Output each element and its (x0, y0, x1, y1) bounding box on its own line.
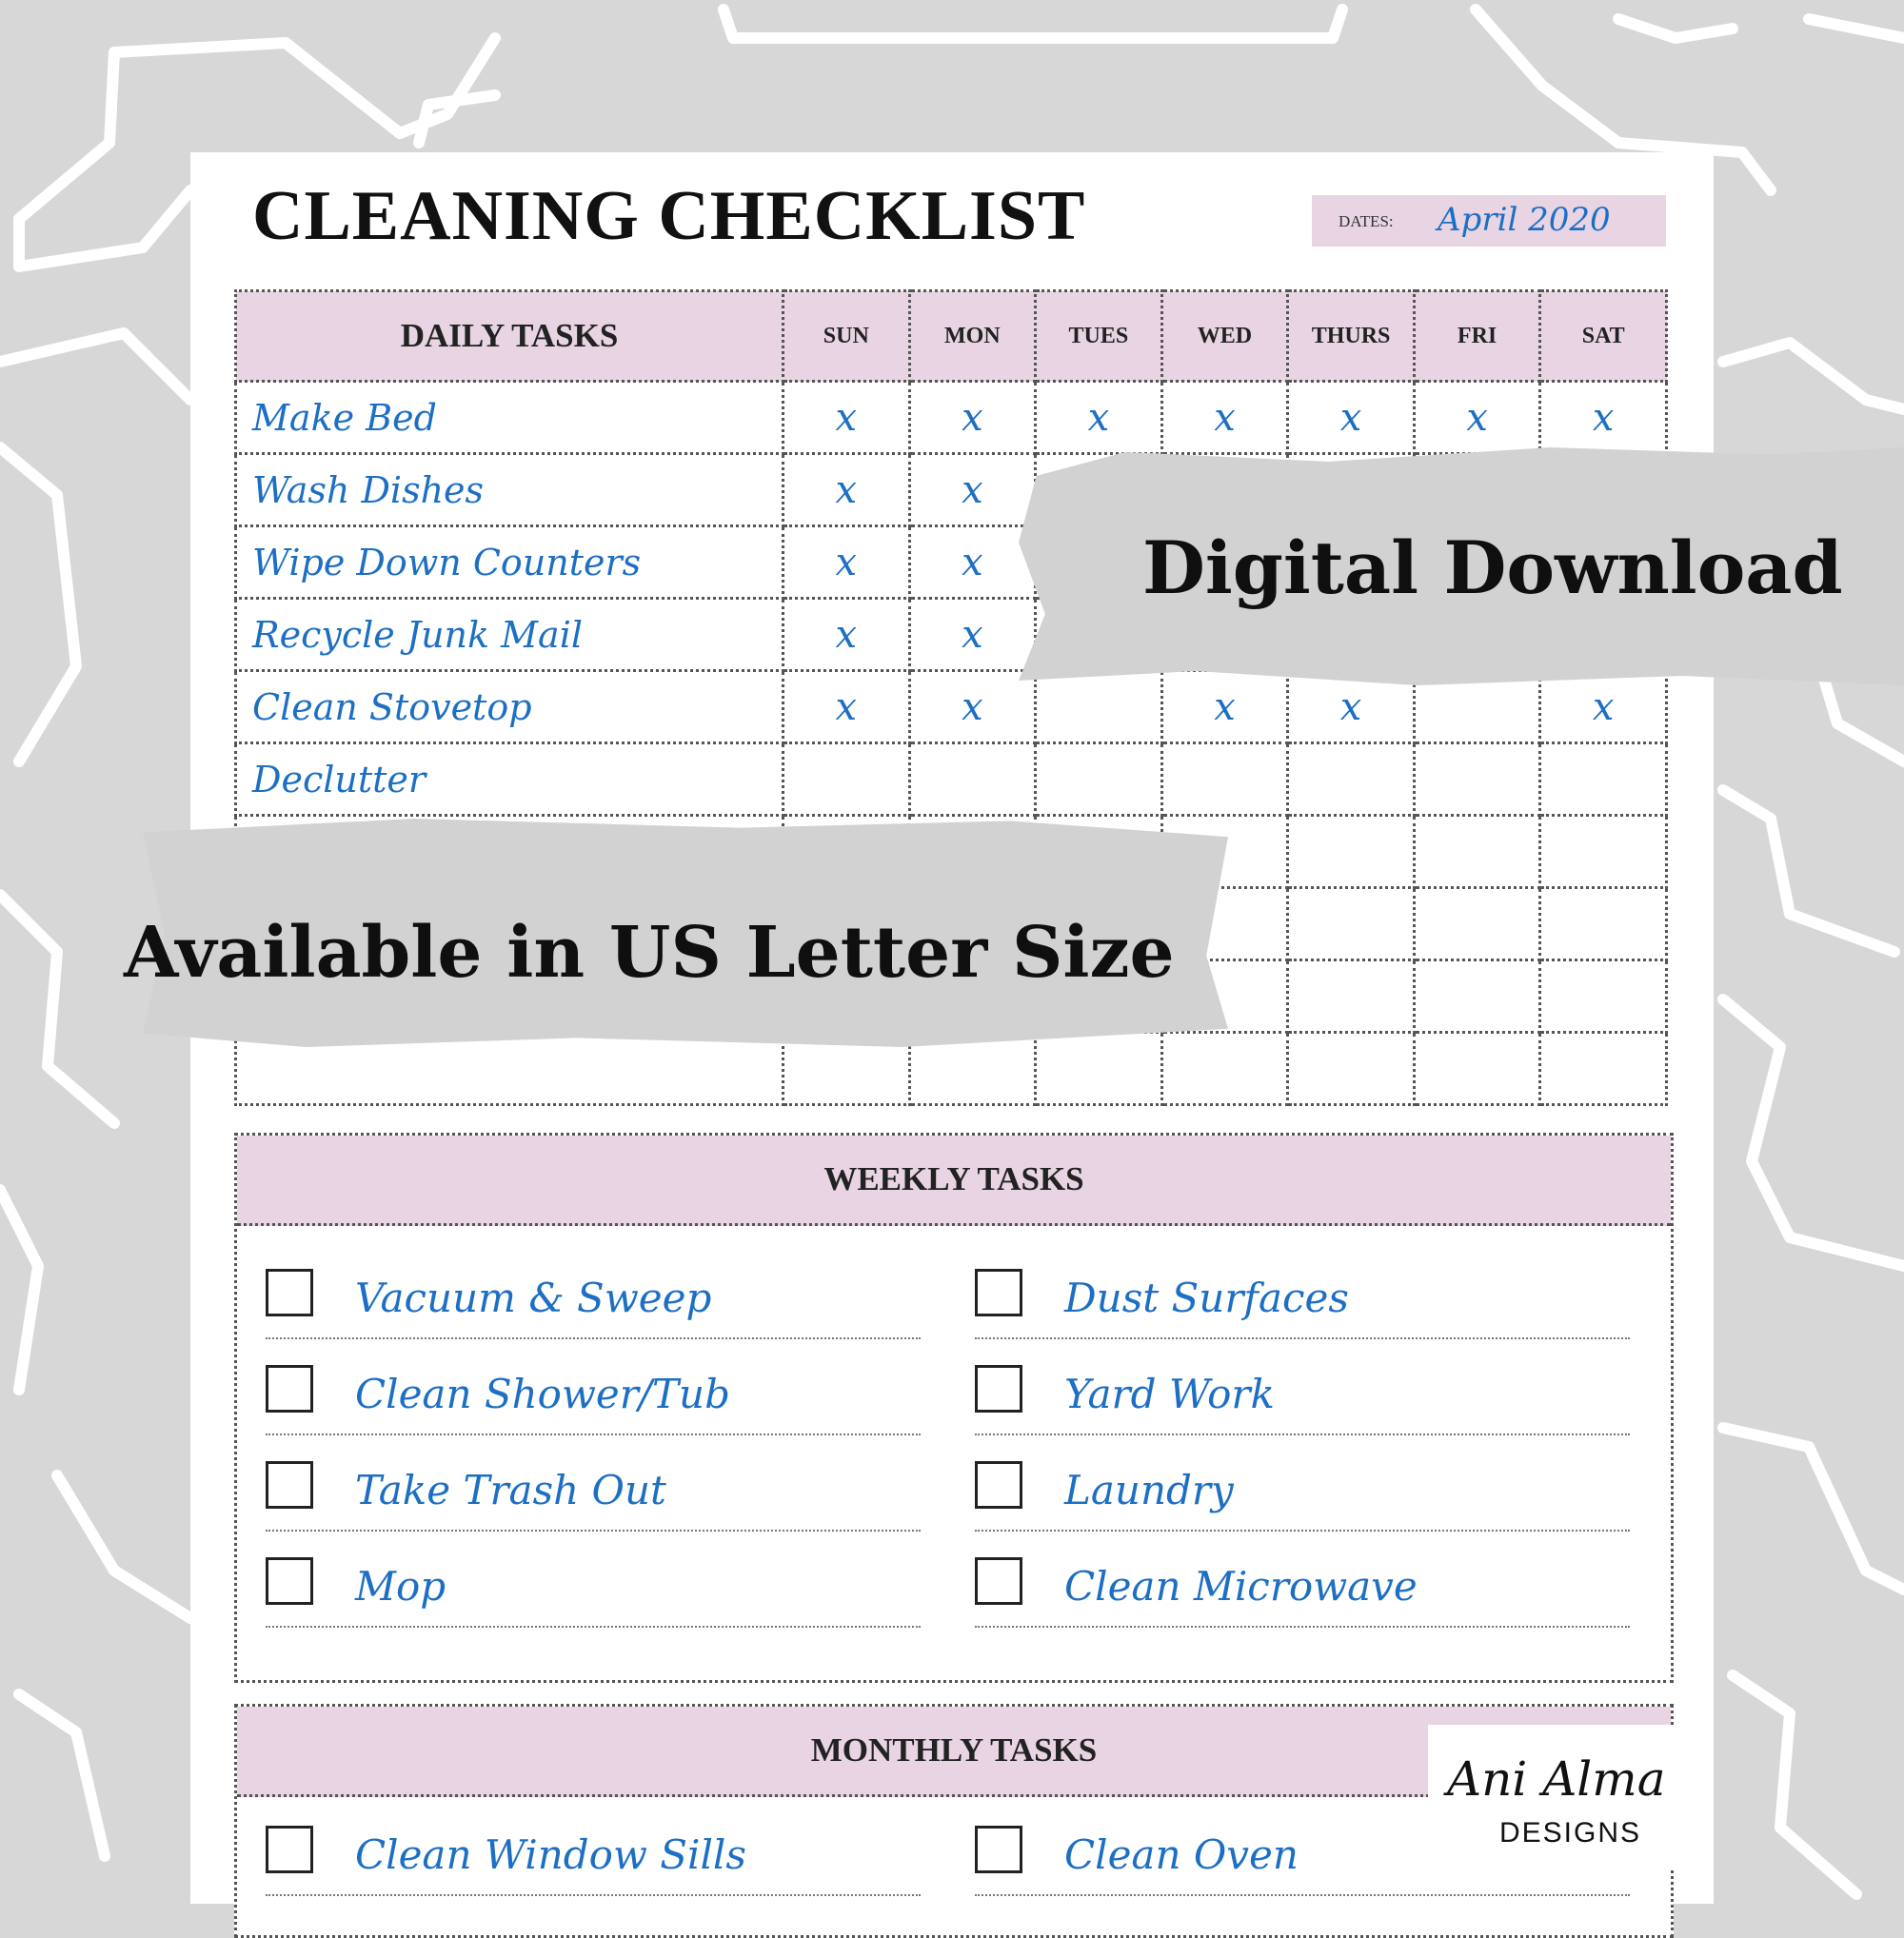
monthly-task-label: Clean Oven (1064, 1831, 1299, 1878)
weekly-task-checkbox[interactable] (975, 1461, 1022, 1509)
day-check-cell[interactable] (1540, 1033, 1667, 1105)
day-check-mark[interactable]: x (783, 526, 910, 599)
daily-task-label: Clean Stovetop (236, 671, 783, 743)
day-check-cell[interactable] (1414, 743, 1540, 816)
day-check-cell[interactable] (783, 743, 910, 816)
weekly-task-checkbox[interactable] (266, 1365, 313, 1413)
weekly-task-item (975, 1557, 1630, 1628)
weekly-task-item (266, 1365, 921, 1435)
brand-subtitle: DESIGNS (1499, 1817, 1642, 1849)
day-header-tues: TUES (1036, 291, 1162, 382)
day-check-mark[interactable]: x (783, 599, 910, 671)
day-header-wed: WED (1161, 291, 1288, 382)
weekly-task-label: Clean Shower/Tub (355, 1371, 730, 1417)
daily-header-row (236, 291, 1667, 382)
weekly-task-label: Take Trash Out (355, 1467, 666, 1513)
weekly-task-item (975, 1365, 1630, 1435)
daily-task-label: Wipe Down Counters (236, 526, 783, 599)
day-check-cell[interactable] (1036, 1033, 1162, 1105)
brand-logo (1428, 1725, 1680, 1868)
day-check-cell[interactable] (1036, 743, 1162, 816)
weekly-task-checkbox[interactable] (975, 1365, 1022, 1413)
day-check-cell[interactable] (1288, 1033, 1415, 1105)
day-check-mark[interactable]: x (783, 671, 910, 743)
day-check-cell[interactable] (1540, 888, 1667, 960)
day-check-cell[interactable] (1540, 816, 1667, 888)
monthly-task-checkbox[interactable] (975, 1826, 1022, 1873)
day-header-fri: FRI (1414, 291, 1540, 382)
weekly-task-item (975, 1269, 1630, 1339)
checklist-title: CLEANING CHECKLIST (252, 177, 1086, 255)
daily-task-label: Make Bed (236, 382, 783, 454)
day-check-mark[interactable]: x (1288, 671, 1415, 743)
day-check-cell[interactable] (1288, 960, 1415, 1033)
day-header-sun: SUN (783, 291, 910, 382)
day-check-cell[interactable] (1161, 743, 1288, 816)
day-header-mon: MON (909, 291, 1036, 382)
day-check-mark[interactable]: x (783, 454, 910, 526)
day-check-mark[interactable]: x (909, 671, 1036, 743)
weekly-task-checkbox[interactable] (266, 1269, 313, 1316)
day-header-sat: SAT (1540, 291, 1667, 382)
brand-name: Ani Alma (1447, 1751, 1666, 1807)
day-check-cell[interactable] (1414, 960, 1540, 1033)
day-check-cell[interactable] (1288, 888, 1415, 960)
day-check-mark[interactable]: x (1288, 382, 1415, 454)
weekly-task-label: Yard Work (1064, 1371, 1275, 1417)
weekly-task-item (975, 1461, 1630, 1532)
day-check-cell[interactable] (1288, 816, 1415, 888)
day-check-mark[interactable]: x (909, 454, 1036, 526)
weekly-tasks-header: WEEKLY TASKS (237, 1136, 1671, 1226)
day-check-mark[interactable]: x (1414, 382, 1540, 454)
weekly-task-checkbox[interactable] (975, 1557, 1022, 1605)
day-check-mark[interactable]: x (1540, 382, 1667, 454)
day-check-mark[interactable]: x (909, 526, 1036, 599)
weekly-task-item (266, 1557, 921, 1628)
day-check-mark[interactable]: x (1161, 382, 1288, 454)
dates-label: DATES: (1339, 212, 1394, 230)
day-header-thurs: THURS (1288, 291, 1415, 382)
weekly-task-item (266, 1461, 921, 1532)
day-check-cell[interactable] (1161, 1033, 1288, 1105)
dates-value: April 2020 (1438, 201, 1611, 239)
day-check-mark[interactable]: x (783, 382, 910, 454)
daily-task-row (236, 743, 1667, 816)
weekly-tasks-section (234, 1133, 1674, 1683)
day-check-cell[interactable] (1414, 1033, 1540, 1105)
daily-task-row (236, 382, 1667, 454)
weekly-task-label: Mop (355, 1563, 446, 1610)
daily-task-label: Wash Dishes (236, 454, 783, 526)
day-check-cell[interactable] (909, 743, 1036, 816)
weekly-task-checkbox[interactable] (266, 1557, 313, 1605)
weekly-task-checkbox[interactable] (266, 1461, 313, 1509)
weekly-task-label: Clean Microwave (1064, 1563, 1418, 1610)
weekly-task-label: Dust Surfaces (1064, 1275, 1349, 1321)
daily-task-label: Recycle Junk Mail (236, 599, 783, 671)
us-letter-size-text: Available in US Letter Size (124, 912, 1175, 994)
monthly-task-label: Clean Window Sills (355, 1831, 746, 1878)
weekly-task-label: Laundry (1064, 1467, 1234, 1513)
dates-box (1312, 195, 1666, 247)
day-check-cell[interactable] (1036, 671, 1162, 743)
day-check-mark[interactable]: x (1540, 671, 1667, 743)
day-check-cell[interactable] (1540, 743, 1667, 816)
day-check-cell[interactable] (1414, 816, 1540, 888)
weekly-task-label: Vacuum & Sweep (355, 1275, 712, 1321)
weekly-task-checkbox[interactable] (975, 1269, 1022, 1316)
day-check-mark[interactable]: x (909, 599, 1036, 671)
monthly-tasks-header: MONTHLY TASKS (237, 1707, 1671, 1797)
day-check-cell[interactable] (1414, 888, 1540, 960)
day-check-mark[interactable]: x (1036, 382, 1162, 454)
day-check-cell[interactable] (1540, 960, 1667, 1033)
weekly-task-item (266, 1269, 921, 1339)
day-check-mark[interactable]: x (909, 382, 1036, 454)
monthly-task-checkbox[interactable] (266, 1826, 313, 1873)
monthly-task-item (266, 1826, 921, 1896)
daily-task-label: Declutter (236, 743, 783, 816)
daily-tasks-header: DAILY TASKS (236, 291, 783, 382)
digital-download-text: Digital Download (1142, 525, 1843, 610)
day-check-mark[interactable]: x (1161, 671, 1288, 743)
day-check-cell[interactable] (1288, 743, 1415, 816)
